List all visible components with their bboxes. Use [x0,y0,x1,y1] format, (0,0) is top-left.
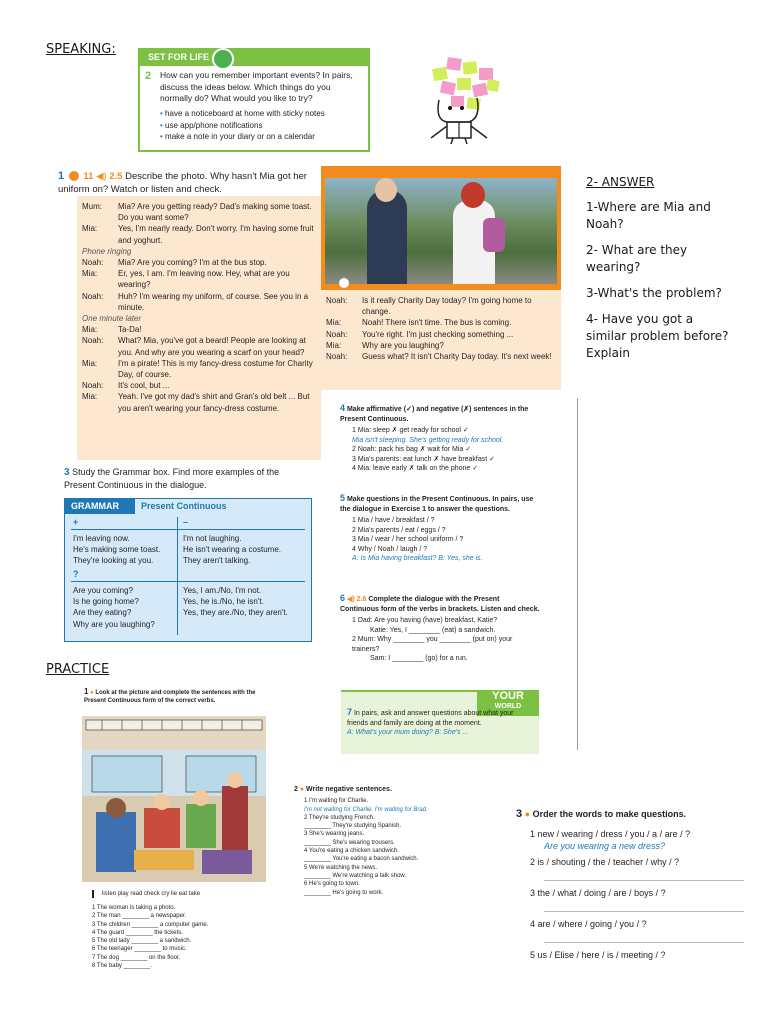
exercise5-item: 3 Mia / wear / her school uniform / ? [352,536,464,543]
answer-question: 2- What are they wearing? [586,243,688,274]
practice1-item: 8 The baby ________. [92,963,152,970]
exercise3 [64,466,304,491]
dialogue-row: Mia: Why are you laughing? [326,340,444,350]
girl-head [461,182,485,208]
exercise5-item: 2 Mia's parents / eat / eggs / ? [352,526,446,534]
dialogue-row: Noah: Is it really Charity Day today? I'm going home to change. [326,296,532,317]
boy-figure [367,190,407,284]
practice3-item: 4 are / where / going / you / ? [530,919,647,929]
dialogue-row: Mia: Noah! There isn't time. The bus is coming. [326,318,512,328]
exercise6-item: 2 Mum: Why ________ you ________ (put on) your trainers? [352,636,513,653]
exercise4-item: 1 Mia: sleep ✗ get ready for school ✓ [352,427,469,434]
dialogue-row: Noah: It's cool, but ... [82,381,170,391]
practice2-instruction: Write negative sentences. [306,786,392,793]
grammar-example: Are you coming? [73,586,134,595]
exercise6 [340,594,540,664]
sticky-notes-illustration [432,57,500,110]
boy-head [375,178,397,202]
dialogue-row: Noah: You're right. I'm just checking something ... [326,329,514,339]
exercise6-number: 6 [340,593,346,603]
practice3-instruction: Order the words to make questions. [532,809,687,819]
answer-line [544,942,744,943]
answer-line [544,911,744,912]
exercise4-item: 4 Mia: leave early ✗ talk on the phone ✓ [352,465,479,472]
video-frame[interactable] [321,166,561,290]
practice1-number: 1 [84,687,89,696]
dialogue-row: Noah: What? Mia, you've got a beard! People are looking at you. And why are you wearing a scarf on your head? [82,336,306,357]
bullet-item: • have a noticeboard at home with sticky notes [160,109,325,118]
your-world-instruction: In pairs, ask and answer questions about what your friends and family are doing at the moment. [347,710,514,727]
practice2-item: ________ We're watching a talk show. [304,872,407,879]
practice1-instruction: Look at the picture and complete the sentences with the Present Continuous form of the correct verbs. [84,690,256,705]
exercise4-item: 2 Noah: pack his bag ✗ wait for Mia ✓ [352,446,472,453]
set-for-life-box [138,48,370,152]
audio-icon[interactable]: ◀) [346,596,355,603]
grammar-short-answers [183,585,307,619]
practice2 [294,786,472,897]
answer-question: 3-What's the problem? [586,286,722,300]
grammar-example: He isn't wearing a costume. [183,545,282,555]
grammar-example: Why are you laughing? [73,619,155,629]
badge-line2: WORLD [494,703,522,710]
set-for-life-title: SET FOR LIFE [148,52,210,62]
practice3-item: 1 new / wearing / dress / you / a / are / ? [530,829,691,839]
exercise5-example: A: Is Mia having breakfast? B: Yes, she is. [352,555,483,562]
exercise3-number: 3 [64,467,70,478]
grammar-example: Is he going home? [73,597,139,607]
sticky-notes-cartoon [425,50,510,145]
grammar-hline [71,581,305,582]
exercise5-item: 1 Mia / have / breakfast / ? [352,517,435,524]
dialogue-row: Noah: Huh? I'm wearing my uniform, of course. See you in a minute. [82,291,309,312]
dialogue-table [82,201,316,414]
answer-heading: 2- ANSWER [586,175,655,189]
answer-question: 1-Where are Mia and Noah? [586,200,711,231]
grammar-question-mark: ? [73,569,79,579]
exercise4-number: 4 [340,403,346,413]
practice2-item: 2 They're studying French. [304,814,375,821]
your-world-example: A: What's your mum doing? B: She's ... [347,729,469,736]
answer-section [586,174,736,362]
grammar-label: GRAMMAR [65,499,135,514]
dialogue-row: Mia: Ta-Da! [82,325,142,335]
grammar-example: They aren't talking. [183,556,251,566]
bullet-item: • use app/phone notifications [160,120,263,130]
exercise6-instruction: Complete the dialogue with the Present Continuous form of the verbs in brackets. Listen and check. [340,596,540,613]
exercise5-instruction: Make questions in the Present Continuous. In pairs, use the dialogue in Exercise 1 to answer the questions. [340,496,534,513]
dialogue-row: Noah: Guess what? It isn't Charity Day today. It's next week! [326,352,552,362]
grammar-plus: + [73,517,79,527]
practice-heading: PRACTICE [46,662,110,677]
exercise3-instruction: Study the Grammar box. Find more examples of the Present Continuous in the dialogue. [64,467,280,490]
exercise4 [340,404,540,474]
dialogue-row: Mia: Er, yes, I am. I'm leaving now. Hey, what are you wearing? [82,269,290,290]
practice3-item: 3 the / what / doing / are / boys / ? [530,888,666,898]
practice2-item: 3 She's wearing jeans. [304,831,365,838]
exercise4-item: 3 Mia's parents: eat lunch ✗ have breakfast ✓ [352,455,496,463]
dialogue-row: Phone ringing [82,246,132,256]
video-photo [325,178,557,284]
grammar-example: Yes, I am./No, I'm not. [183,586,262,595]
exercise1-instruction: Describe the photo. Why hasn't Mia got her uniform on? Watch or listen and check. [58,171,307,195]
dialogue-row: Mia: Yes, I'm nearly ready. Don't worry. I'm having some fruit and yoghurt. [82,224,314,245]
exercise4-example: Mia isn't sleeping. She's getting ready for school. [352,436,504,444]
dialogue-row: Mia: Yeah. I've got my dad's shirt and Gran's old belt ... But you aren't wearing your fancy-dress costume. [82,392,310,413]
answer-line [544,880,744,881]
grammar-affirmative [73,533,177,567]
bullet-icon: ● [299,786,305,793]
practice1-verbs: listen play read check cry lie eat take [92,890,282,898]
bullet-item: • make a note in your diary or on a calendar [160,132,315,141]
practice2-item: ________ She's wearing trousers. [304,839,395,846]
set-for-life-logo-icon [212,48,234,70]
practice1-item: 4 The guard ________ the tickets. [92,929,183,936]
practice1-item: 5 The old lady ________ a sandwich. [92,938,192,945]
exercise6-item: Sam: I ________ (go) for a run. [370,655,468,662]
video-play-icon[interactable] [339,278,349,288]
play-icon[interactable] [69,171,79,181]
practice1-item: 2 The man ________ a newspaper. [92,913,187,920]
practice1-item: 1 The woman is taking a photo. [92,905,176,911]
exercise4-instruction: Make affirmative (✓) and negative (✗) sentences in the Present Continuous. [340,406,529,423]
grammar-questions [73,585,177,630]
practice1-item: 3 The children ________ a computer game. [92,921,209,928]
speaking-heading: SPEAKING: [46,42,116,57]
exercise6-item: Katie: Yes, I ________ (eat) a sandwich. [370,626,496,634]
bullet-icon: ● [90,690,94,696]
dialogue-row: Mum: Mia? Are you getting ready? Dad's making some toast. Do you want some? [82,202,312,223]
exercise1-header [58,170,323,196]
grammar-example: Yes, he is./No, he isn't. [183,597,264,607]
grammar-example: Yes, they are./No, they aren't. [183,608,288,618]
exercise1-track: 11 [83,171,94,182]
practice3-example: Are you wearing a new dress? [544,841,666,851]
practice1-instruction-block [84,688,264,706]
dialogue-row: Noah: Mia? Are you coming? I'm at the bus stop. [82,258,267,268]
practice3-number: 3 [516,808,523,820]
practice2-item: 1 I'm waiting for Charlie. [304,798,369,805]
grammar-example: Are they eating? [73,608,132,618]
your-world-number: 7 [347,707,353,717]
practice2-item: 6 He's going to town. [304,881,360,888]
grammar-example: He's making some toast. [73,545,161,555]
exercise6-audio: 2.6 [356,596,367,603]
grammar-box [64,498,312,642]
exercise1-number: 1 [58,170,65,182]
practice3-item: 5 us / Elise / here / is / meeting / ? [530,950,666,960]
grammar-minus: – [183,517,189,527]
exercise5-number: 5 [340,493,346,503]
dialogue-row: Mia: I'm a pirate! This is my fancy-dress costume for Charity Day, of course. [82,358,313,380]
practice2-number: 2 [294,786,298,793]
set-for-life-bullets [160,108,365,143]
practice2-item: 5 We're watching the news. [304,864,378,871]
train-illustration [82,716,266,882]
practice1-item: 7 The dog ________ on the floor. [92,954,181,961]
answer-question: 4- Have you got a similar problem before? Explain [586,312,729,360]
grammar-hline [71,529,305,530]
grammar-divider [177,517,178,635]
practice1-items [92,904,272,970]
practice2-item: ________ They're studying Spanish. [304,823,402,830]
grammar-example: I'm not laughing. [183,534,242,543]
set-for-life-number: 2 [145,70,152,82]
practice2-item: ________ You're eating a bacon sandwich. [304,856,419,863]
backpack [483,218,505,252]
exercise5-item: 4 Why / Noah / laugh / ? [352,545,428,553]
practice2-item: 4 You're eating a chicken sandwich. [304,848,399,855]
grammar-example: They're looking at you. [73,556,154,566]
badge-line1: YOUR [492,690,524,702]
exercise6-item: 1 Dad: Are you having (have) breakfast, Katie? [352,617,498,624]
bullet-icon: ● [524,809,531,819]
set-for-life-question: How can you remember important events? In pairs, discuss the ideas below. Which things do you normally do? What would you like to try? [160,70,353,103]
column-divider [577,398,578,750]
grammar-title: Present Continuous [141,501,227,511]
grammar-negative [183,533,307,567]
dialogue-row: One minute later [82,314,142,324]
practice3-item: 2 is / shouting / the / teacher / why / ? [530,857,680,867]
practice1-item: 6 The teenager ________ to music. [92,946,187,953]
practice3 [516,808,746,961]
exercise5 [340,494,540,564]
exercise1-audio: 2.5 [109,171,123,182]
your-world-box [341,690,539,754]
audio-icon[interactable]: ◀) [96,171,107,182]
grammar-example: I'm leaving now. [73,534,130,543]
practice2-example: I'm not waiting for Charlie. I'm waiting for Brad. [304,806,428,813]
dialogue-right-table [326,295,556,362]
practice2-item: ________ He's going to work. [304,889,384,896]
